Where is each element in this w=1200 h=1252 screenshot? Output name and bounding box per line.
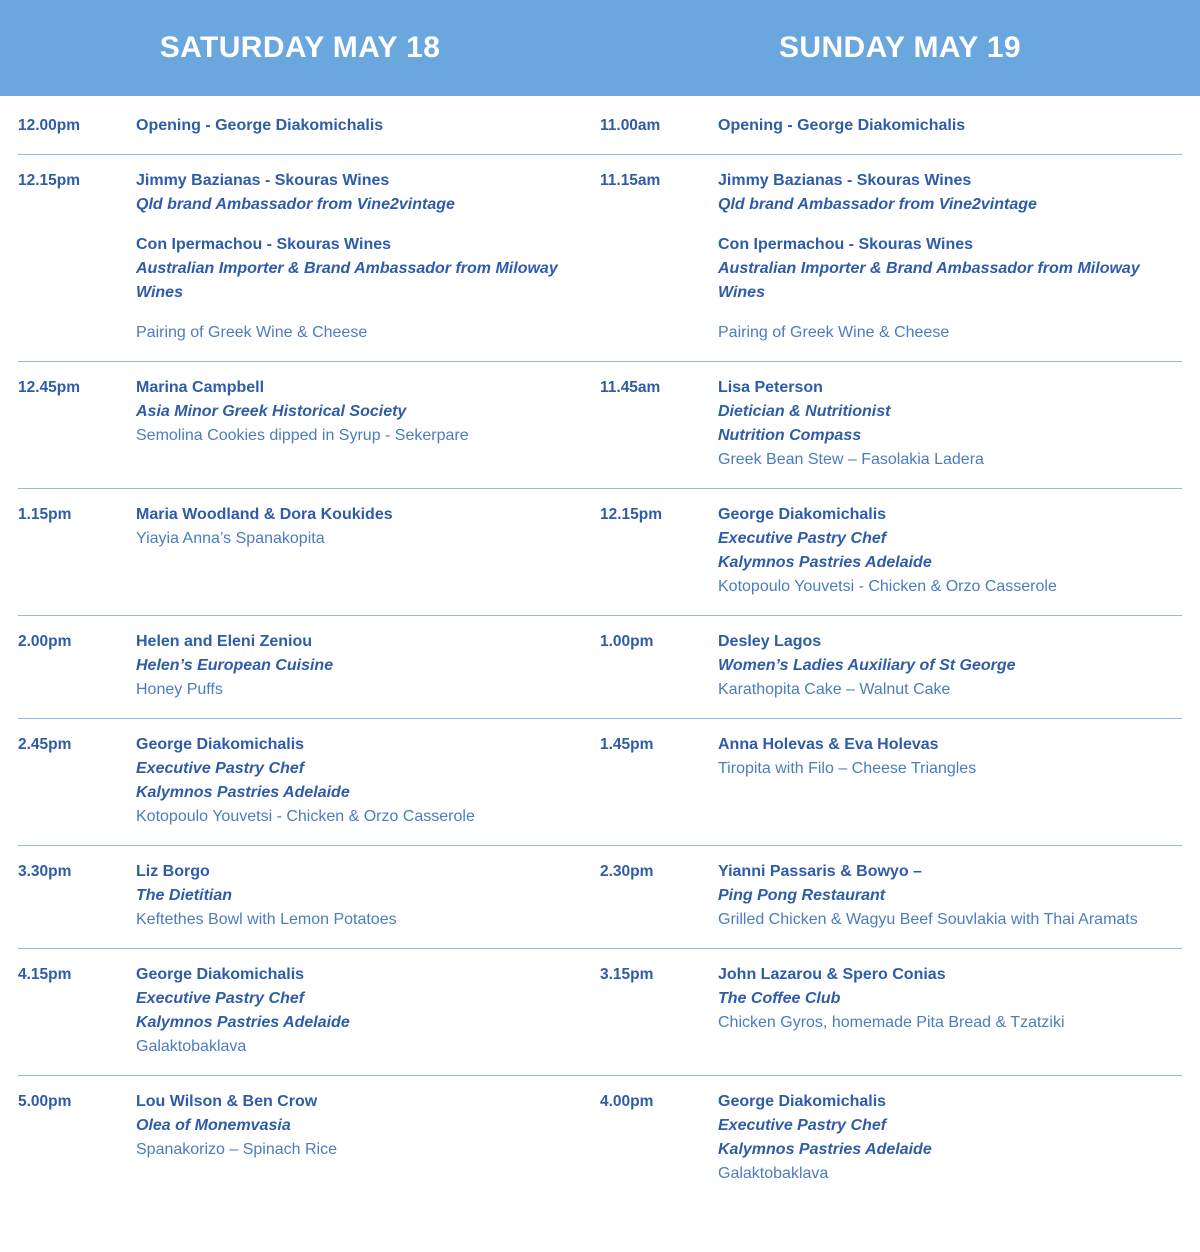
session-entries xyxy=(718,630,1182,702)
presenter-role: Olea of Monemvasia xyxy=(136,1117,291,1134)
schedule-cell-sunday xyxy=(600,630,1182,702)
session-entry xyxy=(718,376,1182,472)
presenter-name: Liz Borgo xyxy=(136,863,210,880)
session-entry xyxy=(718,963,1182,1035)
schedule-cell-sunday xyxy=(600,503,1182,599)
session-entries xyxy=(718,503,1182,599)
presenter-role: Women’s Ladies Auxiliary of St George xyxy=(718,657,1016,674)
dish-name: Grilled Chicken & Wagyu Beef Souvlakia with Thai Aramats xyxy=(718,911,1138,928)
header-saturday: SATURDAY MAY 18 xyxy=(159,31,441,64)
session-entry xyxy=(136,963,586,1059)
schedule-cell-sunday xyxy=(600,169,1182,345)
schedule-cell-saturday xyxy=(18,114,600,138)
presenter-name: Helen and Eleni Zeniou xyxy=(136,633,313,650)
schedule-cell-saturday xyxy=(18,1090,600,1186)
session-time: 11.45am xyxy=(600,379,661,396)
schedule-cell-sunday xyxy=(600,1090,1182,1186)
schedule-cell-sunday xyxy=(600,860,1182,932)
schedule-cell-saturday xyxy=(18,503,600,599)
schedule-row xyxy=(18,719,1182,846)
presenter-role: Kalymnos Pastries Adelaide xyxy=(718,554,932,571)
session-entry xyxy=(718,169,1182,217)
dish-name: Galaktobaklava xyxy=(136,1038,247,1055)
session-entry xyxy=(136,169,586,217)
session-note: Pairing of Greek Wine & Cheese xyxy=(718,324,950,341)
session-time: 4.00pm xyxy=(600,1093,654,1110)
dish-name: Spanakorizo – Spinach Rice xyxy=(136,1141,338,1158)
session-entry xyxy=(136,503,586,551)
schedule-row xyxy=(18,96,1182,155)
presenter-role: Kalymnos Pastries Adelaide xyxy=(718,1141,932,1158)
dish-name: Honey Puffs xyxy=(136,681,223,698)
session-entries xyxy=(718,1090,1182,1186)
presenter-role: Executive Pastry Chef xyxy=(136,990,305,1007)
dish-name: Chicken Gyros, homemade Pita Bread & Tzatziki xyxy=(718,1014,1065,1031)
dish-name: Kotopoulo Youvetsi - Chicken & Orzo Casserole xyxy=(718,578,1057,595)
session-time: 12.15pm xyxy=(600,506,663,523)
session-entries xyxy=(718,963,1182,1059)
presenter-name: Opening - George Diakomichalis xyxy=(136,117,384,134)
presenter-role: Nutrition Compass xyxy=(718,427,862,444)
schedule-row xyxy=(18,362,1182,489)
session-time: 2.30pm xyxy=(600,863,654,880)
session-entry xyxy=(136,630,586,702)
presenter-name: Con Ipermachou - Skouras Wines xyxy=(718,236,974,253)
session-entries xyxy=(136,963,586,1059)
session-time: 3.15pm xyxy=(600,966,654,983)
session-entries xyxy=(136,169,586,345)
session-time: 4.15pm xyxy=(18,966,72,983)
schedule-cell-sunday xyxy=(600,733,1182,829)
presenter-name: Anna Holevas & Eva Holevas xyxy=(718,736,939,753)
schedule-cell-sunday xyxy=(600,376,1182,472)
presenter-name: Opening - George Diakomichalis xyxy=(718,117,966,134)
presenter-role: Kalymnos Pastries Adelaide xyxy=(136,1014,350,1031)
header-sunday: SUNDAY MAY 19 xyxy=(779,31,1021,64)
presenter-name: Yianni Passaris & Bowyo – xyxy=(718,863,922,880)
presenter-name: Desley Lagos xyxy=(718,633,822,650)
session-entry xyxy=(136,860,586,932)
presenter-name: Lou Wilson & Ben Crow xyxy=(136,1093,318,1110)
presenter-role: Qld brand Ambassador from Vine2vintage xyxy=(718,196,1037,213)
presenter-role: Ping Pong Restaurant xyxy=(718,887,886,904)
presenter-role: The Coffee Club xyxy=(718,990,841,1007)
dish-name: Galaktobaklava xyxy=(718,1165,829,1182)
session-entries xyxy=(718,860,1182,932)
session-entry xyxy=(136,321,586,345)
session-time: 1.45pm xyxy=(600,736,654,753)
presenter-role: Qld brand Ambassador from Vine2vintage xyxy=(136,196,455,213)
schedule-cell-saturday xyxy=(18,860,600,932)
presenter-name: George Diakomichalis xyxy=(718,506,887,523)
schedule-grid xyxy=(0,96,1200,1202)
session-entries xyxy=(136,376,586,472)
session-time: 1.15pm xyxy=(18,506,72,523)
presenter-name: Con Ipermachou - Skouras Wines xyxy=(136,236,392,253)
presenter-name: Jimmy Bazianas - Skouras Wines xyxy=(718,172,972,189)
dish-name: Greek Bean Stew – Fasolakia Ladera xyxy=(718,451,984,468)
session-entry xyxy=(718,321,1182,345)
presenter-role: Asia Minor Greek Historical Society xyxy=(136,403,407,420)
session-time: 12.45pm xyxy=(18,379,81,396)
schedule-cell-saturday xyxy=(18,733,600,829)
session-entry xyxy=(718,233,1182,305)
session-entries xyxy=(718,169,1182,345)
session-entries xyxy=(718,733,1182,829)
presenter-name: George Diakomichalis xyxy=(136,736,305,753)
session-entries xyxy=(136,1090,586,1186)
session-time: 1.00pm xyxy=(600,633,654,650)
dish-name: Semolina Cookies dipped in Syrup - Sekerpare xyxy=(136,427,469,444)
schedule-row xyxy=(18,846,1182,949)
session-entry xyxy=(136,733,586,829)
session-entries xyxy=(136,860,586,932)
presenter-role: Kalymnos Pastries Adelaide xyxy=(136,784,350,801)
dish-name: Keftethes Bowl with Lemon Potatoes xyxy=(136,911,397,928)
presenter-role: Executive Pastry Chef xyxy=(136,760,305,777)
session-time: 5.00pm xyxy=(18,1093,72,1110)
schedule-row xyxy=(18,489,1182,616)
presenter-role: Australian Importer & Brand Ambassador from Miloway Wines xyxy=(136,260,558,301)
session-time: 2.00pm xyxy=(18,633,72,650)
dish-name: Tiropita with Filo – Cheese Triangles xyxy=(718,760,977,777)
schedule-cell-saturday xyxy=(18,169,600,345)
session-time: 2.45pm xyxy=(18,736,72,753)
session-entry xyxy=(136,233,586,305)
session-time: 12.15pm xyxy=(18,172,81,189)
presenter-name: Lisa Peterson xyxy=(718,379,823,396)
day-header-band xyxy=(0,0,1200,96)
schedule-row xyxy=(18,949,1182,1076)
presenter-role: Dietician & Nutritionist xyxy=(718,403,891,420)
session-time: 3.30pm xyxy=(18,863,72,880)
session-time: 11.00am xyxy=(600,117,661,134)
session-entry xyxy=(136,1090,586,1162)
schedule-cell-saturday xyxy=(18,376,600,472)
session-entry xyxy=(136,376,586,448)
schedule-cell-sunday xyxy=(600,963,1182,1059)
presenter-role: The Dietitian xyxy=(136,887,233,904)
schedule-cell-sunday xyxy=(600,114,1182,138)
presenter-name: Marina Campbell xyxy=(136,379,265,396)
presenter-name: George Diakomichalis xyxy=(136,966,305,983)
session-entry xyxy=(718,503,1182,599)
session-entry xyxy=(136,114,586,138)
schedule-cell-saturday xyxy=(18,630,600,702)
presenter-role: Executive Pastry Chef xyxy=(718,530,887,547)
schedule-row xyxy=(18,1076,1182,1202)
session-entries xyxy=(136,630,586,702)
session-entries xyxy=(136,733,586,829)
session-entries xyxy=(718,114,1182,138)
dish-name: Karathopita Cake – Walnut Cake xyxy=(718,681,951,698)
schedule-row xyxy=(18,155,1182,362)
presenter-name: Maria Woodland & Dora Koukides xyxy=(136,506,393,523)
session-note: Pairing of Greek Wine & Cheese xyxy=(136,324,368,341)
presenter-role: Helen’s European Cuisine xyxy=(136,657,334,674)
schedule-row xyxy=(18,616,1182,719)
schedule-cell-saturday xyxy=(18,963,600,1059)
session-entry xyxy=(718,733,1182,781)
session-time: 12.00pm xyxy=(18,117,81,134)
dish-name: Kotopoulo Youvetsi - Chicken & Orzo Casserole xyxy=(136,808,475,825)
presenter-name: John Lazarou & Spero Conias xyxy=(718,966,946,983)
session-entry xyxy=(718,114,1182,138)
session-entries xyxy=(718,376,1182,472)
session-time: 11.15am xyxy=(600,172,661,189)
presenter-name: Jimmy Bazianas - Skouras Wines xyxy=(136,172,390,189)
session-entries xyxy=(136,503,586,599)
presenter-role: Australian Importer & Brand Ambassador from Miloway Wines xyxy=(718,260,1140,301)
session-entry xyxy=(718,1090,1182,1186)
session-entries xyxy=(136,114,586,138)
presenter-name: George Diakomichalis xyxy=(718,1093,887,1110)
dish-name: Yiayia Anna’s Spanakopita xyxy=(136,530,325,547)
session-entry xyxy=(718,630,1182,702)
presenter-role: Executive Pastry Chef xyxy=(718,1117,887,1134)
session-entry xyxy=(718,860,1182,932)
